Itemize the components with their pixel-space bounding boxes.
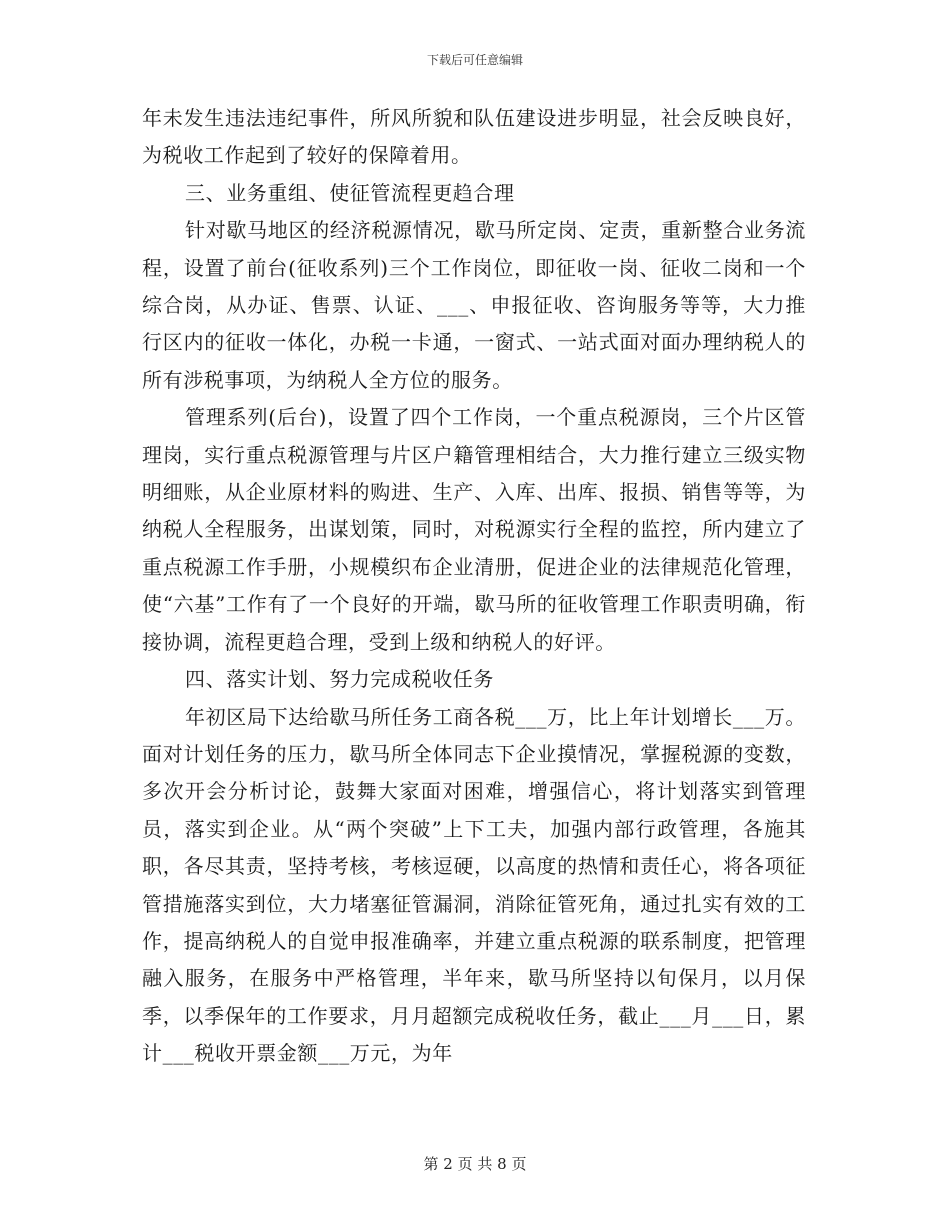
paragraph-back-office: 管理系列(后台)，设置了四个工作岗，一个重点税源岗，三个片区管理岗，实行重点税源管理与片区户籍管理相结合，大力推行建立三级实物明细账，从企业原材料的购进、生产、入库、出库、报损、销售等等，为纳税人全程服务，出谋划策，同时，对税源实行全程的监控，所内建立了重点税源工作手册，小规模织布企业清册，促进企业的法律规范化管理，使“六基”工作有了一个良好的开端，歇马所的征收管理工作职责明确，衔接协调，流程更趋合理，受到上级和纳税人的好评。 xyxy=(142,405,806,654)
paragraph-continuation: 年未发生违法违纪事件，所风所貌和队伍建设进步明显，社会反映良好，为税收工作起到了较好的保障着用。 xyxy=(142,106,806,168)
paragraph-front-desk: 针对歇马地区的经济税源情况，歇马所定岗、定责，重新整合业务流程，设置了前台(征收系列)三个工作岗位，即征收一岗、征收二岗和一个综合岗，从办证、售票、认证、___、申报征收、咨询服务等等，大力推行区内的征收一体化，办税一卡通，一窗式、一站式面对面办理纳税人的所有涉税事项，为纳税人全方位的服务。 xyxy=(142,218,806,392)
section-heading-3: 三、业务重组、使征管流程更趋合理 xyxy=(185,180,515,205)
page-header-note: 下载后可任意编辑 xyxy=(426,53,523,67)
paragraph-tax-task: 年初区局下达给歇马所任务工商各税___万，比上年计划增长___万。面对计划任务的压力，歇马所全体同志下企业摸情况，掌握税源的变数，多次开会分析讨论，鼓舞大家面对困难，增强信心，将计划落实到管理员，落实到企业。从“两个突破”上下工夫，加强内部行政管理，各施其职，各尽其责，坚持考核，考核逗硬，以高度的热情和责任心，将各项征管措施落实到位，大力堵塞征管漏洞，消除征管死角，通过扎实有效的工作，提高纳税人的自觉申报准确率，并建立重点税源的联系制度，把管理融入服务，在服务中严格管理，半年来，歇马所坚持以旬保月，以月保季，以季保年的工作要求，月月超额完成税收任务，截止___月___日，累计___税收开票金额___万元，为年 xyxy=(142,704,806,1066)
page-number: 第 2 页 共 8 页 xyxy=(423,1155,527,1173)
section-heading-4: 四、落实计划、努力完成税收任务 xyxy=(185,667,494,692)
document-body xyxy=(142,100,806,1073)
